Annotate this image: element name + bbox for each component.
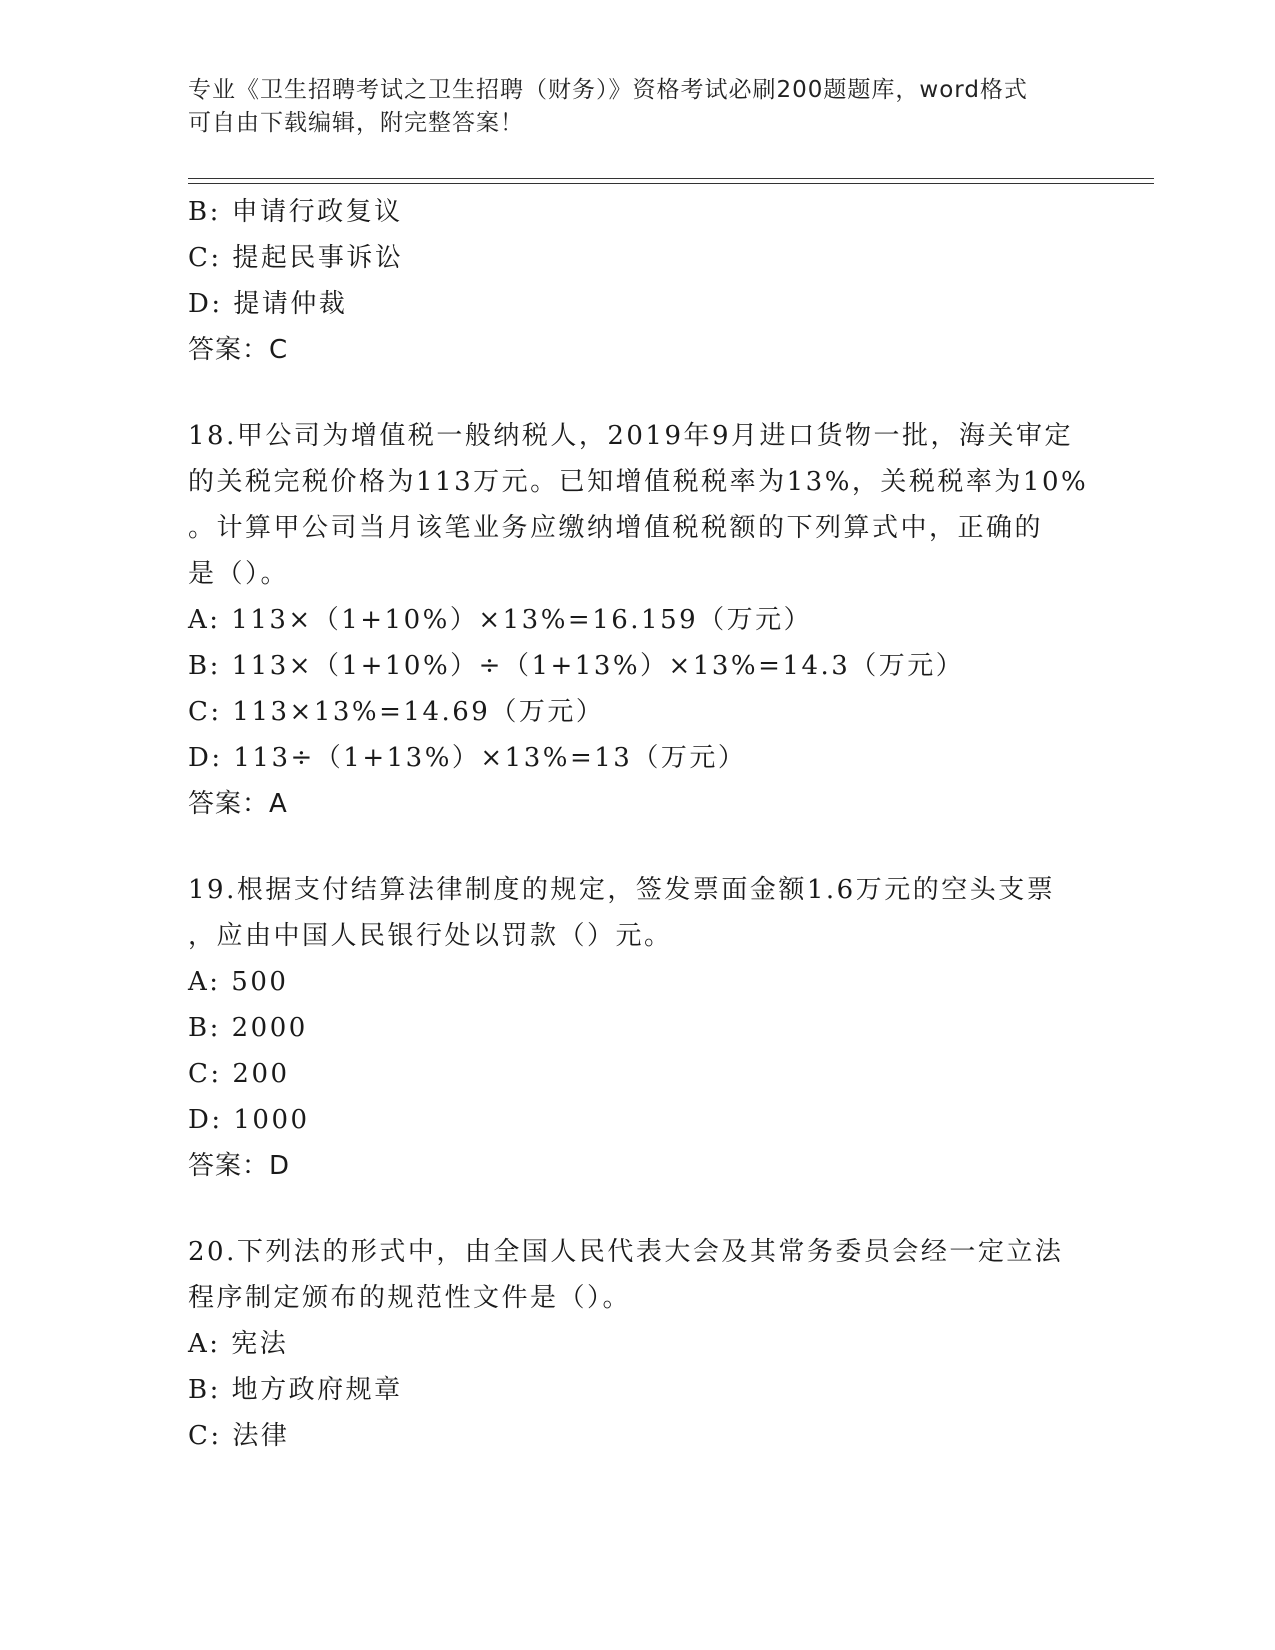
- option-a: A: 113×（1+10%）×13%=16.159（万元）: [188, 605, 813, 635]
- question-content: [188, 189, 1088, 1459]
- page-header: [188, 74, 1068, 140]
- question-stem-line: 20.下列法的形式中，由全国人民代表大会及其常务委员会经一定立法: [188, 1237, 1064, 1267]
- question-stem-line: 的关税完税价格为113万元。已知增值税税率为13%，关税税率为10%: [188, 467, 1089, 497]
- question-stem-line: 。计算甲公司当月该笔业务应缴纳增值税税额的下列算式中，正确的: [188, 513, 1044, 543]
- answer: 答案：D: [188, 1151, 291, 1181]
- header-title-line-1: 专业《卫生招聘考试之卫生招聘（财务）》资格考试必刷200题题库，word格式: [188, 77, 1028, 103]
- option-d: D: 113÷（1+13%）×13%=13（万元）: [188, 743, 747, 773]
- option-a: A: 宪法: [188, 1329, 289, 1359]
- question-19: [188, 867, 1088, 1189]
- question-spacer: [188, 1189, 1088, 1229]
- question-stem-line: ，应由中国人民银行处以罚款（）元。: [188, 921, 673, 951]
- option-b: B: 2000: [188, 1013, 308, 1043]
- option-c: C: 提起民事诉讼: [188, 243, 404, 273]
- question-spacer: [188, 827, 1088, 867]
- option-c: C: 法律: [188, 1421, 290, 1451]
- option-c: C: 200: [188, 1059, 290, 1089]
- question-20: [188, 1229, 1088, 1459]
- option-a: A: 500: [188, 967, 289, 997]
- option-d: D: 提请仲裁: [188, 289, 348, 319]
- question-stem-line: 程序制定颁布的规范性文件是（）。: [188, 1283, 632, 1313]
- option-b: B: 地方政府规章: [188, 1375, 403, 1405]
- question-17: [188, 189, 1088, 373]
- question-spacer: [188, 373, 1088, 413]
- question-18: [188, 413, 1088, 827]
- option-b: B: 113×（1+10%）÷（1+13%）×13%=14.3（万元）: [188, 651, 965, 681]
- header-divider-bottom: [188, 183, 1154, 184]
- option-c: C: 113×13%=14.69（万元）: [188, 697, 605, 727]
- answer: 答案：A: [188, 789, 288, 819]
- option-b: B: 申请行政复议: [188, 197, 403, 227]
- header-divider-top: [188, 178, 1154, 179]
- question-stem-line: 19.根据支付结算法律制度的规定，签发票面金额1.6万元的空头支票: [188, 875, 1056, 905]
- header-title-line-2: 可自由下载编辑，附完整答案！: [188, 110, 524, 136]
- question-stem-line: 18.甲公司为增值税一般纳税人，2019年9月进口货物一批，海关审定: [188, 421, 1074, 451]
- answer: 答案：C: [188, 335, 289, 365]
- question-stem-line: 是（）。: [188, 559, 290, 589]
- option-d: D: 1000: [188, 1105, 310, 1135]
